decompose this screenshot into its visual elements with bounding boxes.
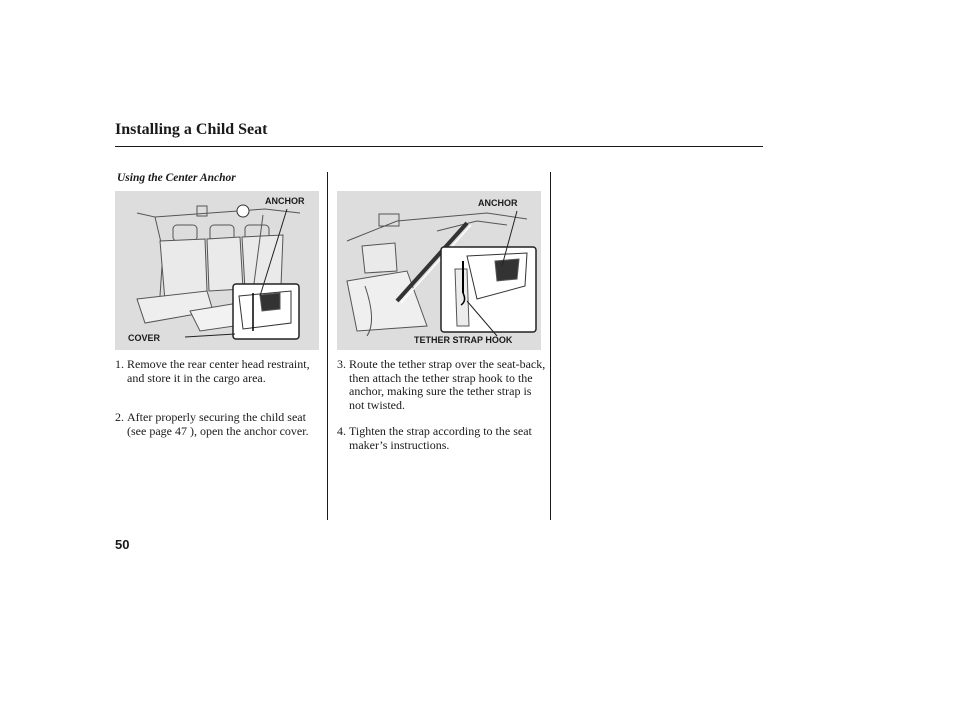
figure-label-anchor: ANCHOR [478, 198, 518, 208]
step-number: 4. [337, 424, 346, 438]
step-number: 2. [115, 410, 124, 424]
figure-label-tether-strap-hook: TETHER STRAP HOOK [414, 335, 513, 345]
step-text: Remove the rear center head restraint, and store it in the cargo area. [127, 357, 310, 385]
page-number: 50 [115, 537, 130, 552]
figure-label-anchor: ANCHOR [265, 196, 305, 206]
tether-strap-illustration [337, 191, 541, 350]
step-text: Tighten the strap according to the seat maker’s instructions. [349, 424, 532, 452]
step-text: Route the tether strap over the seat-back, then attach the tether strap hook to the anchor, making sure the tether strap is not twisted. [349, 357, 546, 412]
section-heading: Using the Center Anchor [117, 172, 236, 184]
column-divider-2 [550, 172, 551, 520]
column-divider-1 [327, 172, 328, 520]
figure-label-cover: COVER [128, 333, 161, 343]
page-title: Installing a Child Seat [115, 121, 268, 138]
tether-drawing [337, 191, 541, 350]
step-number: 3. [337, 357, 346, 371]
rear-seat-anchor-illustration [115, 191, 319, 350]
step-text: After properly securing the child seat (see page 47 ), open the anchor cover. [127, 410, 309, 438]
step-number: 1. [115, 357, 124, 371]
rear-seat-drawing [115, 191, 319, 350]
title-rule [115, 146, 763, 147]
